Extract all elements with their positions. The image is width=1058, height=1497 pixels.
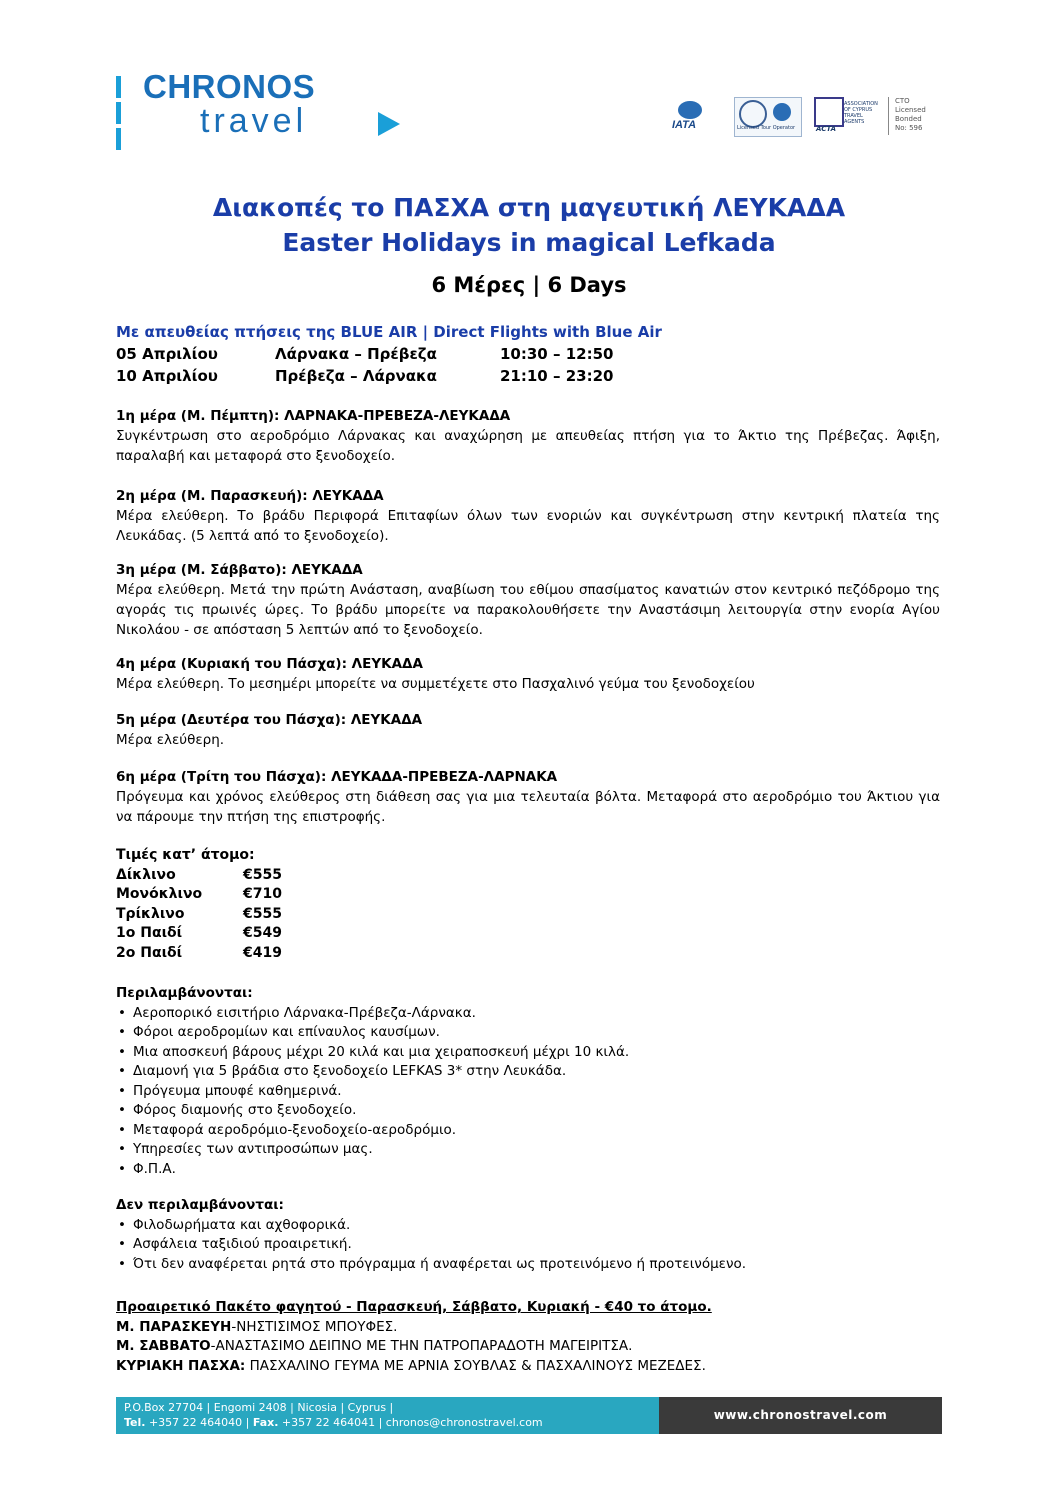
optional-row: Μ. ΣΑΒΒΑΤΟ-ΑΝΑΣΤΑΣΙΜΟ ΔΕΙΠΝΟ ΜΕ ΤΗΝ ΠΑΤΡΟΠΑΡΑΔΟΤΗ ΜΑΓΕΙΡΙΤΣΑ. — [116, 1338, 633, 1354]
acta-emblem-icon — [814, 97, 844, 127]
bullet-icon: • — [118, 1063, 126, 1079]
footer-phones: Tel. +357 22 464040 | Fax. +357 22 464041 | chronos@chronostravel.com — [124, 1416, 543, 1429]
day-text: Συγκέντρωση στο αεροδρόμιο Λάρνακας και αναχώρηση με απευθείας πτήση για το Άκτιο της Πρέβεζας. Άφιξη, παραλαβή και μεταφορά στο ξενοδοχείο. — [116, 428, 940, 464]
list-item: • Μεταφορά αεροδρόμιο-ξενοδοχείο-αεροδρόμιο. — [116, 1121, 936, 1141]
footer-address: P.O.Box 27704 | Engomi 2408 | Nicosia | Cyprus | — [124, 1401, 394, 1414]
itinerary-day-4 — [116, 654, 940, 694]
optional-row: Μ. ΠΑΡΑΣΚΕΥΗ-ΝΗΣΤΙΣΙΜΟΣ ΜΠΟΥΦΕΣ. — [116, 1318, 398, 1335]
itinerary-day-1 — [116, 406, 940, 466]
bullet-icon: • — [118, 1082, 126, 1099]
day-heading: 6η μέρα (Τρίτη του Πάσχα): ΛΕΥΚΑΔΑ-ΠΡΕΒΕΖΑ-ΛΑΡΝΑΚΑ — [116, 769, 558, 785]
itinerary-day-5 — [116, 710, 940, 750]
list-item: • Αεροπορικό εισιτήριο Λάρνακα-Πρέβεζα-Λάρνακα. — [116, 1004, 936, 1024]
bullet-icon: • — [118, 1102, 126, 1118]
bullet-icon: • — [118, 1160, 126, 1177]
title-greek: Διακοπές το ΠΑΣΧΑ στη μαγευτική ΛΕΥΚΑΔΑ — [212, 193, 846, 222]
price-row — [116, 924, 282, 944]
price-row — [116, 866, 282, 886]
excluded-list — [116, 1196, 936, 1274]
logo-brand-text: CHRONOS — [143, 68, 316, 105]
price-label: Μονόκλινο — [116, 886, 203, 902]
day-text: Μέρα ελεύθερη. Μετά την πρώτη Ανάσταση, αναβίωση του εθίμου σπασίματος κανατιών στον κεντρικό πεζόδρομο της αγοράς τις πρωινές ώρες. Το βράδυ μπορείτε να παρακολουθήσετε την Αναστάσιμη λειτουργία στην ενορία Αγίου Νικολάου - σε απόσταση 5 λεπτών από το ξενοδοχείο. — [116, 582, 940, 638]
price-value: €419 — [243, 944, 282, 961]
list-item: • Φιλοδωρήματα και αχθοφορικά. — [116, 1216, 936, 1236]
optional-row: ΚΥΡΙΑΚΗ ΠΑΣΧΑ: ΠΑΣΧΑΛΙΝΟ ΓΕΥΜΑ ΜΕ ΑΡΝΙΑ ΣΟΥΒΛΑΣ & ΠΑΣΧΑΛΙΝΟΥΣ ΜΕΖΕΔΕΣ. — [116, 1357, 706, 1374]
badge-divider — [888, 97, 889, 135]
price-list — [116, 846, 282, 963]
excluded-heading: Δεν περιλαμβάνονται: — [116, 1197, 284, 1213]
day-heading: 4η μέρα (Κυριακή του Πάσχα): ΛΕΥΚΑΔΑ — [116, 656, 423, 672]
itinerary-day-3 — [116, 560, 940, 640]
acta-badge: ASSOCIATION OF CYPRUS TRAVEL AGENTS ACTA — [814, 97, 886, 135]
price-row — [116, 905, 282, 925]
bullet-icon: • — [118, 1043, 126, 1060]
price-row — [116, 885, 282, 905]
flight-time: 21:10 – 23:20 — [500, 367, 614, 385]
flight-time: 10:30 – 12:50 — [500, 345, 614, 363]
price-value: €555 — [243, 866, 282, 883]
bullet-icon: • — [118, 1024, 126, 1040]
list-item: • Φόρος διαμονής στο ξενοδοχείο. — [116, 1101, 936, 1121]
day-text: Πρόγευμα και χρόνος ελεύθερος στη διάθεση σας για μια τελευταία βόλτα. Μεταφορά στο αεροδρόμιο του Άκτιου για να πάρουμε την πτήση της επιστροφής. — [116, 789, 940, 825]
list-item: • Ότι δεν αναφέρεται ρητά στο πρόγραμμα ή αναφέρεται ως προτεινόμενο ή προτεινόμενο. — [116, 1255, 936, 1275]
optional-heading: Προαιρετικό Πακέτο φαγητού - Παρασκευή, Σάββατο, Κυριακή - €40 το άτομο. — [116, 1299, 712, 1315]
bullet-icon: • — [118, 1255, 126, 1272]
list-item: • Διαμονή για 5 βράδια στο ξενοδοχείο LEFKAS 3* στην Λευκάδα. — [116, 1062, 936, 1082]
list-item: • Ασφάλεια ταξιδιού προαιρετική. — [116, 1235, 936, 1255]
seal-icon — [739, 100, 767, 128]
duration: 6 Μέρες | 6 Days — [431, 273, 627, 297]
day-heading: 1η μέρα (Μ. Πέμπτη): ΛΑΡΝΑΚΑ-ΠΡΕΒΕΖΑ-ΛΕΥΚΑΔΑ — [116, 408, 511, 424]
price-label: 2ο Παιδί — [116, 944, 183, 961]
list-item: • Πρόγευμα μπουφέ καθημερινά. — [116, 1082, 936, 1102]
list-item: • Υπηρεσίες των αντιπροσώπων μας. — [116, 1140, 936, 1160]
flight-route: Λάρνακα – Πρέβεζα — [275, 345, 437, 363]
price-label: Δίκλινο — [116, 866, 176, 883]
price-value: €549 — [243, 925, 282, 941]
price-label: Τρίκλινο — [116, 905, 185, 922]
itinerary-day-6 — [116, 767, 940, 827]
iata-logo: IATA — [664, 101, 716, 133]
included-heading: Περιλαμβάνονται: — [116, 985, 253, 1001]
day-text: Μέρα ελεύθερη. — [116, 732, 225, 748]
logo-bars-icon — [116, 76, 124, 154]
footer-contact — [116, 1397, 659, 1434]
logo-sub-text: travel — [200, 102, 308, 140]
day-heading: 3η μέρα (Μ. Σάββατο): ΛΕΥΚΑΔΑ — [116, 562, 363, 578]
title-english: Easter Holidays in magical Lefkada — [282, 228, 776, 257]
day-text: Μέρα ελεύθερη. Το βράδυ Περιφορά Επιταφίων όλων των ενοριών και συγκέντρωση στην κεντρική πλατεία της Λευκάδας. (5 λεπτά από το ξενοδοχείο). — [116, 508, 940, 544]
optional-package — [116, 1298, 946, 1376]
bullet-icon: • — [118, 1121, 126, 1138]
price-value: €555 — [243, 905, 282, 922]
cto-license-text: CTO Licensed Bonded No: 596 — [895, 97, 926, 132]
footer — [116, 1397, 942, 1434]
price-value: €710 — [243, 886, 282, 902]
itinerary-day-2 — [116, 486, 940, 546]
logo-arrow-icon — [378, 112, 400, 136]
flight-route: Πρέβεζα – Λάρνακα — [275, 367, 437, 385]
flights-heading: Με απευθείας πτήσεις της BLUE AIR | Direct Flights with Blue Air — [116, 323, 662, 341]
bullet-icon: • — [118, 1236, 126, 1252]
licensed-tour-operator-badge: Licensed Tour Operator — [734, 97, 802, 137]
price-row — [116, 944, 282, 964]
prices-heading: Τιμές κατ’ άτομο: — [116, 847, 255, 863]
list-item: • Φ.Π.Α. — [116, 1160, 936, 1180]
footer-website-link[interactable]: www.chronostravel.com — [659, 1397, 942, 1434]
list-item: • Μια αποσκευή βάρους μέχρι 20 κιλά και μια χειραποσκευή μέχρι 10 κιλά. — [116, 1043, 936, 1063]
day-text: Μέρα ελεύθερη. Το μεσημέρι μπορείτε να συμμετέχετε στο Πασχαλινό γεύμα του ξενοδοχείου — [116, 676, 755, 692]
flight-date: 10 Απριλίου — [116, 367, 218, 385]
day-heading: 2η μέρα (Μ. Παρασκευή): ΛΕΥΚΑΔΑ — [116, 488, 384, 504]
flight-date: 05 Απριλίου — [116, 345, 218, 363]
plane-globe-icon — [773, 103, 791, 121]
bullet-icon: • — [118, 1141, 126, 1157]
included-list — [116, 984, 936, 1179]
bullet-icon: • — [118, 1216, 126, 1233]
list-item: • Φόροι αεροδρομίων και επίναυλος καυσίμων. — [116, 1023, 936, 1043]
day-heading: 5η μέρα (Δευτέρα του Πάσχα): ΛΕΥΚΑΔΑ — [116, 712, 423, 728]
price-label: 1ο Παιδί — [116, 925, 183, 941]
iata-globe-icon — [678, 101, 702, 119]
bullet-icon: • — [118, 1004, 126, 1021]
